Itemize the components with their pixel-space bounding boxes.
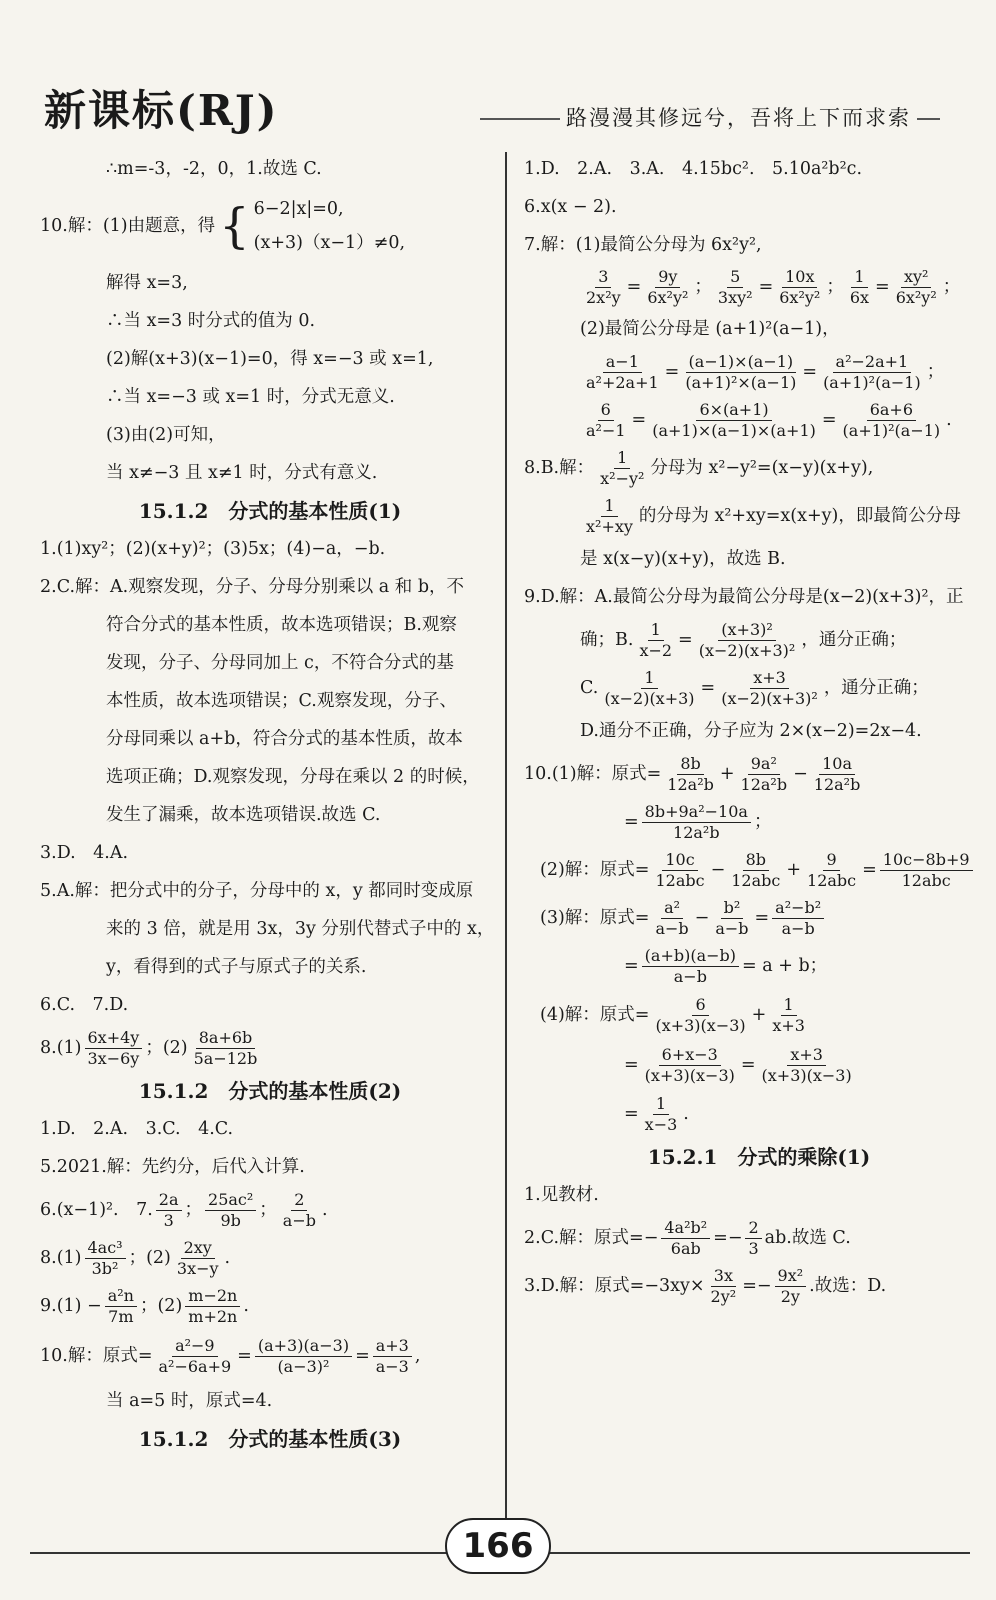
numerator: a²n xyxy=(105,1286,137,1307)
fraction xyxy=(708,1266,740,1307)
denominator: (x−2)(x+3)² xyxy=(721,688,818,708)
fraction xyxy=(280,1190,319,1231)
denominator: a−b xyxy=(282,1210,316,1230)
denominator: 6x xyxy=(849,287,870,307)
numerator: 6×(a+1) xyxy=(696,400,771,421)
right-column xyxy=(524,150,974,1310)
system xyxy=(254,192,405,260)
numerator: a²−b² xyxy=(772,898,824,919)
denominator: x²−y² xyxy=(600,468,645,488)
fraction xyxy=(696,620,799,661)
text-line: 发现，分子、分母同加上 c，不符合分式的基 xyxy=(106,653,454,673)
text-line: 6.x(x − 2). xyxy=(524,197,617,217)
numerator: m−2n xyxy=(185,1286,240,1307)
fraction xyxy=(642,1094,681,1135)
denominator: a−b xyxy=(673,966,707,986)
text-line: (2)解(x+3)(x−1)=0，得 x=−3 或 x=1, xyxy=(106,349,434,369)
numerator: 6+x−3 xyxy=(659,1045,721,1066)
fraction xyxy=(636,620,675,661)
numerator: 10c xyxy=(662,850,697,871)
denominator: x²+xy xyxy=(586,516,633,536)
text-span: 的分母为 x²+xy=x(x+y)，即最简公分母 xyxy=(638,506,961,526)
denominator: 3x−y xyxy=(176,1258,219,1278)
text-line: ∴当 x=3 时分式的值为 0. xyxy=(106,311,316,331)
numerator: x+3 xyxy=(750,668,789,689)
text-span: C. xyxy=(580,678,599,698)
numerator: 1 xyxy=(851,267,867,288)
fraction xyxy=(85,1028,143,1069)
numerator: (a+3)(a−3) xyxy=(255,1336,352,1357)
numerator: xy² xyxy=(901,267,931,288)
numerator: 1 xyxy=(601,496,617,517)
text-line: 1.D. 2.A. 3.A. 4.15bc². 5.10a²b²c. xyxy=(524,159,863,179)
section-heading: 15.1.2 分式的基本性质(3) xyxy=(138,1427,402,1451)
fraction xyxy=(728,850,783,891)
numerator: 3x xyxy=(711,1266,736,1287)
denominator: a²−6a+9 xyxy=(158,1356,232,1376)
text-span: (4)解：原式= xyxy=(540,1005,650,1025)
section-heading: 15.1.2 分式的基本性质(2) xyxy=(138,1079,402,1103)
brand-title: 新课标(RJ) xyxy=(44,86,279,135)
denominator: (x+3)(x−3) xyxy=(761,1065,852,1085)
text-line: ∴当 x=−3 或 x=1 时，分式无意义. xyxy=(106,387,395,407)
fraction xyxy=(652,850,707,891)
text-line: 当 x≠−3 且 x≠1 时，分式有意义. xyxy=(106,463,378,483)
text-span: .故选：D. xyxy=(809,1276,887,1296)
fraction xyxy=(649,400,819,441)
header-motto: 路漫漫其修远兮，吾将上下而求索 xyxy=(560,102,917,132)
text-line: = $\frac{6+x-3}{(x+3)(x-3)}$ = $\frac{x+3}{(x+3)(x-3)}$ xyxy=(524,1040,974,1090)
fraction xyxy=(601,668,697,709)
text-span: 分母为 x²−y²=(x−y)(x+y), xyxy=(650,458,874,478)
denominator: a−b xyxy=(781,918,815,938)
text-line: 符合分式的基本性质，故本选项错误；B.观察 xyxy=(106,615,457,635)
fraction xyxy=(85,1238,126,1279)
numerator: a−1 xyxy=(603,352,642,373)
numerator: a²−9 xyxy=(172,1336,218,1357)
denominator: x+3 xyxy=(772,1015,805,1035)
text-span: 10.解：原式= xyxy=(40,1346,153,1366)
fraction xyxy=(840,400,944,441)
column-divider xyxy=(505,152,507,1530)
text-span: 8.B.解： xyxy=(524,458,595,478)
numerator: 8a+6b xyxy=(196,1028,256,1049)
denominator: x−2 xyxy=(639,640,673,660)
text-span: ，通分正确； xyxy=(801,630,907,650)
text-line: 6.C. 7.D. xyxy=(40,995,129,1015)
fraction xyxy=(583,496,636,537)
denominator: 3x−6y xyxy=(87,1048,140,1068)
denominator: 3xy² xyxy=(717,287,753,307)
text-line: 解得 x=3, xyxy=(106,273,188,293)
text-span: 8.(1) xyxy=(40,1248,82,1268)
fraction xyxy=(847,267,872,308)
text-line: $\frac{a-1}{\text{a²+2a+1}}$ = $\frac{(a-1)\times(a-1)}{\text{(a+1)²×(a−1)}}$ = $\frac{\text{a²−2a+1}}{\text{(a+1)²(a−1)}}$ ； xyxy=(524,348,974,396)
fraction xyxy=(255,1336,352,1377)
fraction xyxy=(185,1286,240,1327)
denominator: (a+1)×(a−1)×(a+1) xyxy=(652,420,816,440)
text-span: (3)解：原式= xyxy=(540,908,650,928)
numerator: 9y xyxy=(655,267,680,288)
text-line: 分母同乘以 a+b，符合分式的基本性质，故本 xyxy=(106,729,463,749)
denominator: (a+1)²×(a−1) xyxy=(685,372,797,392)
fraction xyxy=(759,1045,855,1086)
text-line: (2)解：原式= $\frac{10c}{\text{12abc}}$ − $\frac{8b}{\text{12abc}}$ + $\frac{9}{\text{12abc}}$ = $\frac{10c-8b+9}{\text{12abc}}$ xyxy=(524,846,974,894)
text-line: D.通分不正确，分子应为 2×(x−2)=2x−4. xyxy=(580,721,922,741)
fraction xyxy=(682,352,799,393)
text-line xyxy=(40,188,480,264)
fraction xyxy=(718,668,821,709)
numerator: 6 xyxy=(692,995,708,1016)
denominator: a²+2a+1 xyxy=(586,372,659,392)
numerator: 1 xyxy=(641,668,657,689)
text-line: 确；B. $\frac{1}{x-2}$ = $\frac{\text{(x+3)²}}{\text{(x−2)(x+3)²}}$ ，通分正确； xyxy=(580,619,907,660)
numerator: 1 xyxy=(648,620,664,641)
text-span: ab.故选 C. xyxy=(764,1228,851,1248)
text-line: 来的 3 倍，就是用 3x，3y 分别代替式子中的 x， xyxy=(106,919,495,939)
text-line: 5.A.解：把分式中的分子，分母中的 x，y 都同时变成原 xyxy=(40,881,474,901)
denominator: 2y xyxy=(780,1286,800,1306)
fraction xyxy=(776,267,823,308)
denominator: (a+1)²(a−1) xyxy=(842,420,941,440)
text-line: (2)最简公分母是 (a+1)²(a−1)， xyxy=(580,319,840,339)
fraction xyxy=(804,850,859,891)
fraction xyxy=(174,1238,222,1279)
numerator: x+3 xyxy=(787,1045,826,1066)
text-line xyxy=(524,444,974,492)
text-line: C. $\frac{1}{(x-2)(x+3)}$ = $\frac{x+3}{\text{(x−2)(x+3)²}}$ ，通分正确； xyxy=(580,667,929,708)
denominator: (a−3)² xyxy=(277,1356,330,1376)
text-line: 1.D. 2.A. 3.C. 4.C. xyxy=(40,1119,234,1139)
brace: { xyxy=(219,198,250,254)
text-span: 9.(1) − xyxy=(40,1296,102,1316)
fraction xyxy=(820,352,924,393)
text-line: 10.解：原式= $\frac{\text{a²−9}}{\text{a²−6a+9}}$ = $\frac{(a+3)(a-3)}{\text{(a−3)²}}$ = $\frac{a+3}{a-3}$ , xyxy=(40,1335,421,1376)
denominator: (a+1)²(a−1) xyxy=(823,372,921,392)
denominator: 3b² xyxy=(91,1258,119,1278)
denominator: 6x²y² xyxy=(779,287,821,307)
text-span: ，通分正确； xyxy=(823,678,929,698)
numerator: 9 xyxy=(823,850,839,871)
system-eq: (x+3)（x−1）≠0, xyxy=(253,233,406,253)
numerator: 25ac² xyxy=(205,1190,256,1211)
numerator: a²−2a+1 xyxy=(833,352,912,373)
denominator: 12a²b xyxy=(813,774,861,794)
fraction xyxy=(775,1266,807,1307)
text-span: ；(2) xyxy=(128,1248,171,1268)
text-span: 10.(1)解：原式= xyxy=(524,764,662,784)
numerator: (x+3)² xyxy=(718,620,776,641)
text-line: 2.C.解：原式=− $\frac{\text{4a²b²}}{6ab}$ =− $\frac{2}{3}$ ab.故选 C. xyxy=(524,1217,851,1258)
fraction xyxy=(738,754,791,795)
text-line: (3)由(2)可知， xyxy=(106,425,226,445)
fraction xyxy=(642,946,739,987)
text-line: = $\frac{\text{8b+9a²−10a}}{\text{12a²b}}$ ； xyxy=(624,801,772,842)
fraction xyxy=(191,1028,261,1069)
numerator: b² xyxy=(721,898,744,919)
numerator: 5 xyxy=(727,267,743,288)
text-line: 3.D.解：原式=−3xy× $\frac{3x}{\text{2y²}}$ =− $\frac{\text{9x²}}{2y}$ .故选：D. xyxy=(524,1265,887,1306)
numerator: 2 xyxy=(291,1190,307,1211)
page-number: 166 xyxy=(445,1518,551,1574)
numerator: 10a xyxy=(819,754,855,775)
numerator: (a+b)(a−b) xyxy=(642,946,739,967)
numerator: 1 xyxy=(781,995,797,1016)
fraction xyxy=(156,1190,182,1231)
denominator: 2y² xyxy=(710,1286,737,1306)
numerator: 10c−8b+9 xyxy=(880,850,973,871)
text-span: = a + b； xyxy=(742,956,828,976)
section-heading: 15.1.2 分式的基本性质(1) xyxy=(138,499,402,523)
text-line: 8.(1) $\frac{\text{4ac³}}{\text{3b²}}$ ；(2) $\frac{2xy}{3x-y}$ . xyxy=(40,1237,231,1278)
denominator: (x−2)(x+3)² xyxy=(698,640,796,660)
fraction xyxy=(893,267,940,308)
fraction xyxy=(205,1190,256,1231)
text-span: 2.C.解：原式=− xyxy=(524,1228,659,1248)
denominator: 3 xyxy=(163,1210,174,1230)
fraction xyxy=(642,802,751,843)
denominator: m+2n xyxy=(188,1306,238,1326)
text-span: 6.(x−1)². 7. xyxy=(40,1200,153,1220)
fraction xyxy=(811,754,864,795)
text-line: $\frac{6}{\text{a²−1}}$ = $\frac{6\times(a+1)}{(a+1)\times(a-1)\times(a+1)}$ = $\frac{6a+6}{\text{(a+1)²(a−1)}}$ . xyxy=(524,396,974,444)
denominator: 2x²y xyxy=(586,287,621,307)
text-line: 9.(1) − $\frac{\text{a²n}}{7m}$ ；(2) $\frac{m-2n}{m+2n}$ . xyxy=(40,1285,249,1326)
text-line: 2.C.解：A.观察发现，分子、分母分别乘以 a 和 b，不 xyxy=(40,577,465,597)
denominator: a−3 xyxy=(375,1356,409,1376)
numerator: 9x² xyxy=(775,1266,807,1287)
fraction xyxy=(769,995,808,1036)
denominator: a−b xyxy=(655,918,689,938)
fraction xyxy=(652,995,748,1036)
text-span: 确；B. xyxy=(580,630,634,650)
fraction xyxy=(583,267,624,308)
denominator: 3 xyxy=(748,1238,759,1258)
left-column xyxy=(40,150,495,1458)
text-line: 9.D.解：A.最简公分母为最简公分母是(x−2)(x+3)²，正 xyxy=(524,587,964,607)
numerator: 3 xyxy=(595,267,611,288)
text-span: 10.解：(1)由题意，得 xyxy=(40,216,216,236)
denominator: 12a²b xyxy=(667,774,714,794)
text-line: 1.(1)xy²；(2)(x+y)²；(3)5x；(4)−a，−b. xyxy=(40,539,386,559)
fraction xyxy=(105,1286,137,1327)
fraction xyxy=(661,1218,710,1259)
denominator: 12a²b xyxy=(740,774,788,794)
text-line: 发生了漏乘，故本选项错误.故选 C. xyxy=(106,805,381,825)
denominator: a−b xyxy=(715,918,749,938)
denominator: 12a²b xyxy=(673,822,720,842)
fraction xyxy=(156,1336,235,1377)
text-line: 6.(x−1)². 7. $\frac{2a}{3}$ ； $\frac{\text{25ac²}}{9b}$ ； $\frac{2}{a-b}$ . xyxy=(40,1189,328,1230)
numerator: 2xy xyxy=(181,1238,215,1259)
page-header xyxy=(0,0,996,150)
text-span: 8.(1) xyxy=(40,1038,82,1058)
fraction xyxy=(715,267,756,308)
numerator: 4ac³ xyxy=(85,1238,126,1259)
text-line: 当 a=5 时，原式=4. xyxy=(106,1391,273,1411)
numerator: 6a+6 xyxy=(867,400,916,421)
text-line: y，看得到的式子与原式子的关系. xyxy=(106,957,367,977)
numerator: (a−1)×(a−1) xyxy=(686,352,797,373)
fraction xyxy=(373,1336,412,1377)
text-span: ；(2) xyxy=(139,1296,183,1316)
denominator: 9b xyxy=(220,1210,241,1230)
numerator: 10x xyxy=(782,267,817,288)
section-heading: 15.2.1 分式的乘除(1) xyxy=(647,1145,871,1169)
text-line xyxy=(40,1024,480,1072)
fraction xyxy=(712,898,751,939)
denominator: 6x²y² xyxy=(895,287,937,307)
text-span: (2)解：原式= xyxy=(540,860,650,880)
text-span: ；(2) xyxy=(145,1038,188,1058)
numerator: a² xyxy=(661,898,683,919)
numerator: 8b xyxy=(677,754,703,775)
fraction xyxy=(664,754,717,795)
text-line: = $\frac{(a+b)(a-b)}{a-b}$ = a + b； xyxy=(624,945,828,986)
text-line: (3)解：原式= $\frac{\text{a²}}{a-b}$ − $\frac{\text{b²}}{a-b}$ = $\frac{\text{a²−b²}}{a-b}$ xyxy=(524,894,974,942)
numerator: 9a² xyxy=(748,754,780,775)
fraction xyxy=(597,448,647,489)
fraction xyxy=(880,850,973,891)
fraction xyxy=(652,898,691,939)
fraction xyxy=(583,352,662,393)
denominator: 12abc xyxy=(901,870,951,890)
denominator: 12abc xyxy=(655,870,705,890)
text-line: 本性质，故本选项错误；C.观察发现，分子、 xyxy=(106,691,457,711)
text-line: ∴m=-3，-2，0，1.故选 C. xyxy=(106,159,322,179)
numerator: 8b xyxy=(743,850,769,871)
denominator: 6ab xyxy=(670,1238,701,1258)
numerator: 1 xyxy=(653,1094,669,1115)
denominator: (x−2)(x+3) xyxy=(604,688,695,708)
numerator: 4a²b² xyxy=(661,1218,710,1239)
text-line: $\frac{3}{\text{2x²y}}$ = $\frac{9y}{\text{6x²y²}}$ ； $\frac{5}{\text{3xy²}}$ = $\frac{10x}{\text{6x²y²}}$ ； $\frac{1}{6x}$ = $\frac{\text{xy²}}{\text{6x²y²}}$ ； xyxy=(524,264,974,310)
text-line: (4)解：原式= $\frac{6}{(x+3)(x-3)}$ + $\frac{1}{x+3}$ xyxy=(524,990,974,1040)
text-span: 3.D.解：原式=−3xy× xyxy=(524,1276,705,1296)
numerator: 2 xyxy=(745,1218,761,1239)
denominator: 5a−12b xyxy=(193,1048,258,1068)
fraction xyxy=(772,898,824,939)
denominator: 12abc xyxy=(807,870,857,890)
text-line xyxy=(524,492,974,540)
denominator: (x+3)(x−3) xyxy=(655,1015,746,1035)
fraction xyxy=(745,1218,761,1259)
denominator: x−3 xyxy=(644,1114,678,1134)
text-line: 1.见教材. xyxy=(524,1185,599,1205)
numerator: 6 xyxy=(598,400,614,421)
text-line: 10.(1)解：原式= $\frac{8b}{\text{12a²b}}$ + $\frac{\text{9a²}}{\text{12a²b}}$ − $\frac{10a}{\text{12a²b}}$ xyxy=(524,750,974,798)
system-eq: 6−2|x|=0, xyxy=(253,199,344,219)
text-line: 7.解：(1)最简公分母为 6x²y², xyxy=(524,235,762,255)
text-line: 选项正确；D.观察发现，分母在乘以 2 的时候， xyxy=(106,767,480,787)
text-line: 3.D. 4.A. xyxy=(40,843,129,863)
denominator: 7m xyxy=(108,1306,134,1326)
denominator: (x+3)(x−3) xyxy=(644,1065,735,1085)
denominator: 12abc xyxy=(731,870,781,890)
fraction xyxy=(644,267,691,308)
text-line: 是 x(x−y)(x+y)，故选 B. xyxy=(580,549,786,569)
numerator: a+3 xyxy=(373,1336,412,1357)
fraction xyxy=(642,1045,738,1086)
numerator: 1 xyxy=(614,448,630,469)
text-line: = $\frac{1}{x-3}$ . xyxy=(624,1093,689,1134)
numerator: 2a xyxy=(156,1190,182,1211)
fraction xyxy=(583,400,629,441)
denominator: a²−1 xyxy=(586,420,626,440)
numerator: 8b+9a²−10a xyxy=(642,802,751,823)
denominator: 6x²y² xyxy=(647,287,689,307)
numerator: 6x+4y xyxy=(85,1028,143,1049)
text-line: 5.2021.解：先约分，后代入计算. xyxy=(40,1157,305,1177)
